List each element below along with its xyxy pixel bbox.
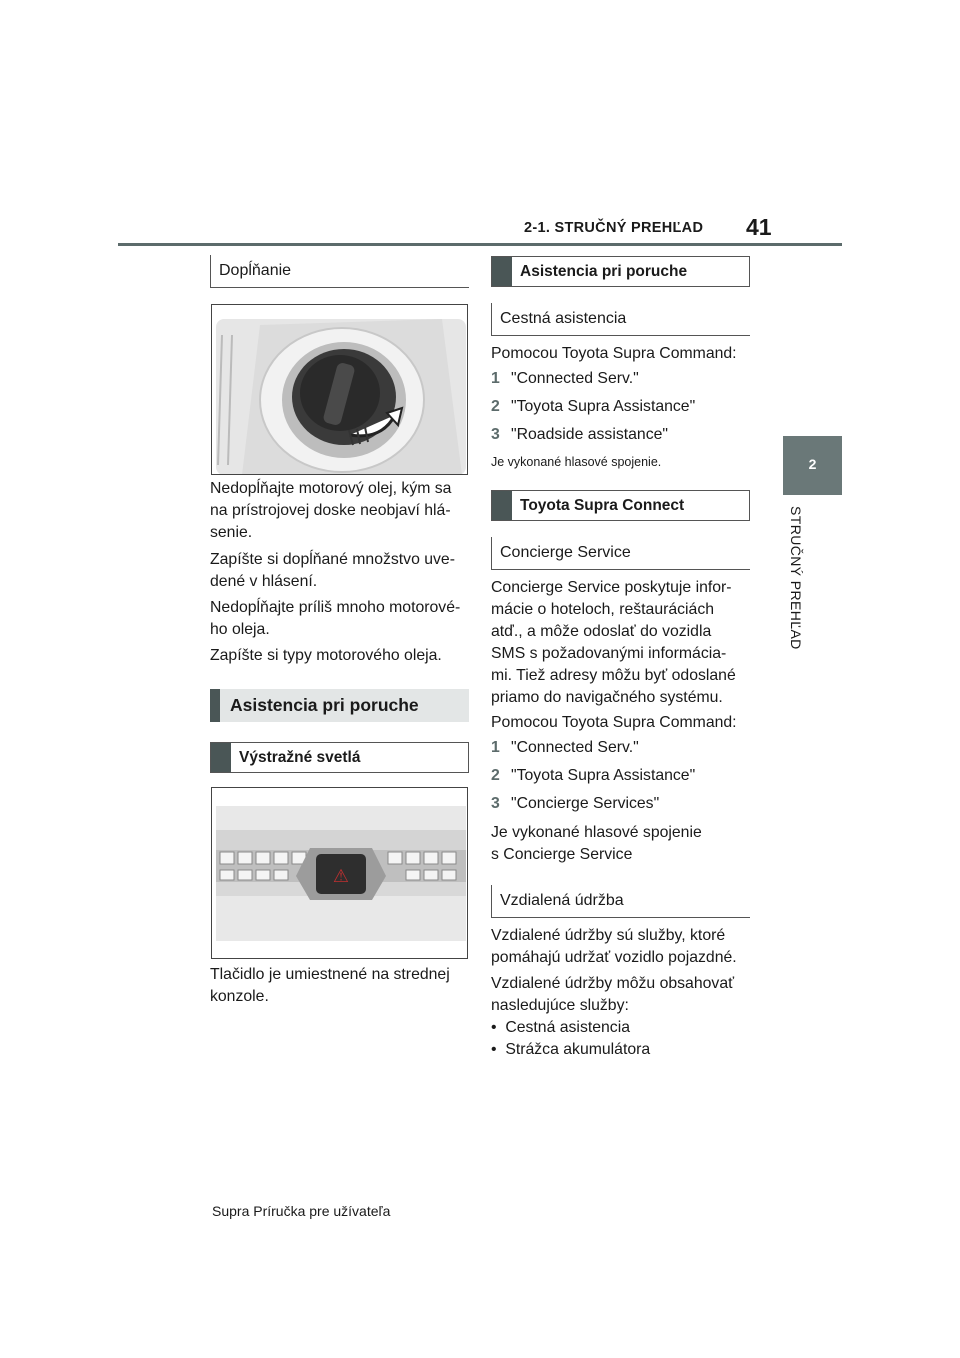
paragraph-no-overfill-warning — [210, 478, 480, 544]
footer-manual-title: Supra Príručka pre užívateľa — [212, 1203, 391, 1219]
text-line: Je vykonané hlasové spojenie — [491, 824, 702, 841]
step-item — [491, 398, 695, 416]
paragraph-concierge — [491, 577, 761, 709]
heading-refill — [210, 255, 469, 288]
text-line: Zapíšte si dopĺňané množstvo uve- — [210, 551, 455, 568]
step-item — [491, 795, 659, 813]
list-item: • Strážca akumulátora — [491, 1041, 651, 1058]
heading-text: Výstražné svetlá — [239, 748, 361, 766]
paragraph-button-location — [210, 964, 480, 1008]
header-rule — [118, 243, 842, 246]
service-bullet-list — [491, 1017, 761, 1061]
step-item — [491, 739, 639, 757]
step-text: "Connected Serv." — [511, 370, 639, 387]
text-line: dené v hlásení. — [210, 573, 318, 590]
list-item-text: Strážca akumulátora — [505, 1041, 651, 1058]
paragraph-note-quantity — [210, 549, 480, 593]
paragraph-oil-types — [210, 645, 480, 667]
list-item: • Cestná asistencia — [491, 1019, 630, 1036]
paragraph-remote-1 — [491, 925, 761, 969]
heading-bar — [211, 743, 231, 772]
step-item — [491, 767, 695, 785]
oil-cap-image — [211, 304, 468, 475]
text-line: priamo do navigačného systému. — [491, 689, 723, 706]
subheading-remote-service — [491, 885, 750, 918]
intro-command-1: Pomocou Toyota Supra Command: — [491, 345, 737, 362]
oil-cap-illustration — [212, 305, 468, 475]
section-title: 2-1. STRUČNÝ PREHĽAD — [524, 220, 704, 236]
note-concierge-connection — [491, 822, 761, 866]
section-heading-breakdown-assist-right — [491, 256, 750, 287]
text-line: nasledujúce služby: — [491, 997, 629, 1014]
heading-text: Asistencia pri poruche — [230, 695, 419, 715]
heading-text: Vzdialená údržba — [500, 892, 624, 909]
heading-bar — [492, 491, 512, 520]
text-line: ho oleja. — [210, 621, 270, 638]
heading-bar — [210, 689, 220, 722]
heading-text: Concierge Service — [500, 544, 631, 561]
step-number: 3 — [491, 426, 500, 443]
chapter-tab-label: STRUČNÝ PREHĽAD — [788, 506, 804, 650]
section-heading-supra-connect — [491, 490, 750, 521]
step-number: 2 — [491, 767, 500, 784]
heading-text: Asistencia pri poruche — [520, 262, 688, 280]
text-line: senie. — [210, 524, 253, 541]
step-number: 3 — [491, 795, 500, 812]
note-voice-connection: Je vykonané hlasové spojenie. — [491, 455, 662, 469]
text-line: s Concierge Service — [491, 846, 633, 863]
step-text: "Connected Serv." — [511, 739, 639, 756]
text-line: Zapíšte si typy motorového oleja. — [210, 647, 442, 664]
section-heading-breakdown-assist — [210, 689, 469, 722]
heading-text: Toyota Supra Connect — [520, 496, 685, 514]
hazard-triangle-icon: ⚠ — [332, 866, 350, 887]
text-line: na prístrojovej doske neobjaví hlá- — [210, 502, 451, 519]
step-text: "Toyota Supra Assistance" — [511, 398, 696, 415]
text-line: SMS s požadovanými informácia- — [491, 645, 727, 662]
chapter-tab-number: 2 — [808, 456, 817, 472]
step-text: "Toyota Supra Assistance" — [511, 767, 696, 784]
paragraph-no-overfill — [210, 597, 480, 641]
intro-command-2: Pomocou Toyota Supra Command: — [491, 714, 737, 731]
hazard-button-illustration — [212, 788, 468, 959]
subheading-concierge — [491, 537, 750, 570]
text-line: Vzdialené údržby sú služby, ktoré — [491, 927, 726, 944]
list-item-text: Cestná asistencia — [505, 1019, 630, 1036]
step-number: 1 — [491, 739, 500, 756]
page-number: 41 — [746, 214, 772, 240]
step-item — [491, 370, 639, 388]
text-line: Vzdialené údržby môžu obsahovať — [491, 975, 735, 992]
step-number: 1 — [491, 370, 500, 387]
text-line: atď., a môže odoslať do vozidla — [491, 623, 712, 640]
subheading-warning-lights — [210, 742, 469, 773]
step-number: 2 — [491, 398, 500, 415]
heading-text: Cestná asistencia — [500, 310, 627, 327]
hazard-button-image — [211, 787, 468, 959]
text-line: Concierge Service poskytuje infor- — [491, 579, 732, 596]
subheading-roadside — [491, 303, 750, 336]
heading-bar — [492, 257, 512, 286]
text-line: mácie o hoteloch, reštauráciách — [491, 601, 715, 618]
text-line: Tlačidlo je umiestnené na strednej — [210, 966, 450, 983]
text-line: Nedopĺňajte príliš mnoho motorové- — [210, 599, 461, 616]
step-text: "Concierge Services" — [511, 795, 660, 812]
text-line: Nedopĺňajte motorový olej, kým sa — [210, 480, 452, 497]
text-line: mi. Tiež adresy môžu byť odoslané — [491, 667, 736, 684]
step-text: "Roadside assistance" — [511, 426, 668, 443]
text-line: konzole. — [210, 988, 269, 1005]
heading-refill-label: Dopĺňanie — [219, 262, 292, 279]
paragraph-remote-2 — [491, 973, 761, 1017]
text-line: pomáhajú udržať vozidlo pojazdné. — [491, 949, 737, 966]
step-item — [491, 426, 668, 444]
